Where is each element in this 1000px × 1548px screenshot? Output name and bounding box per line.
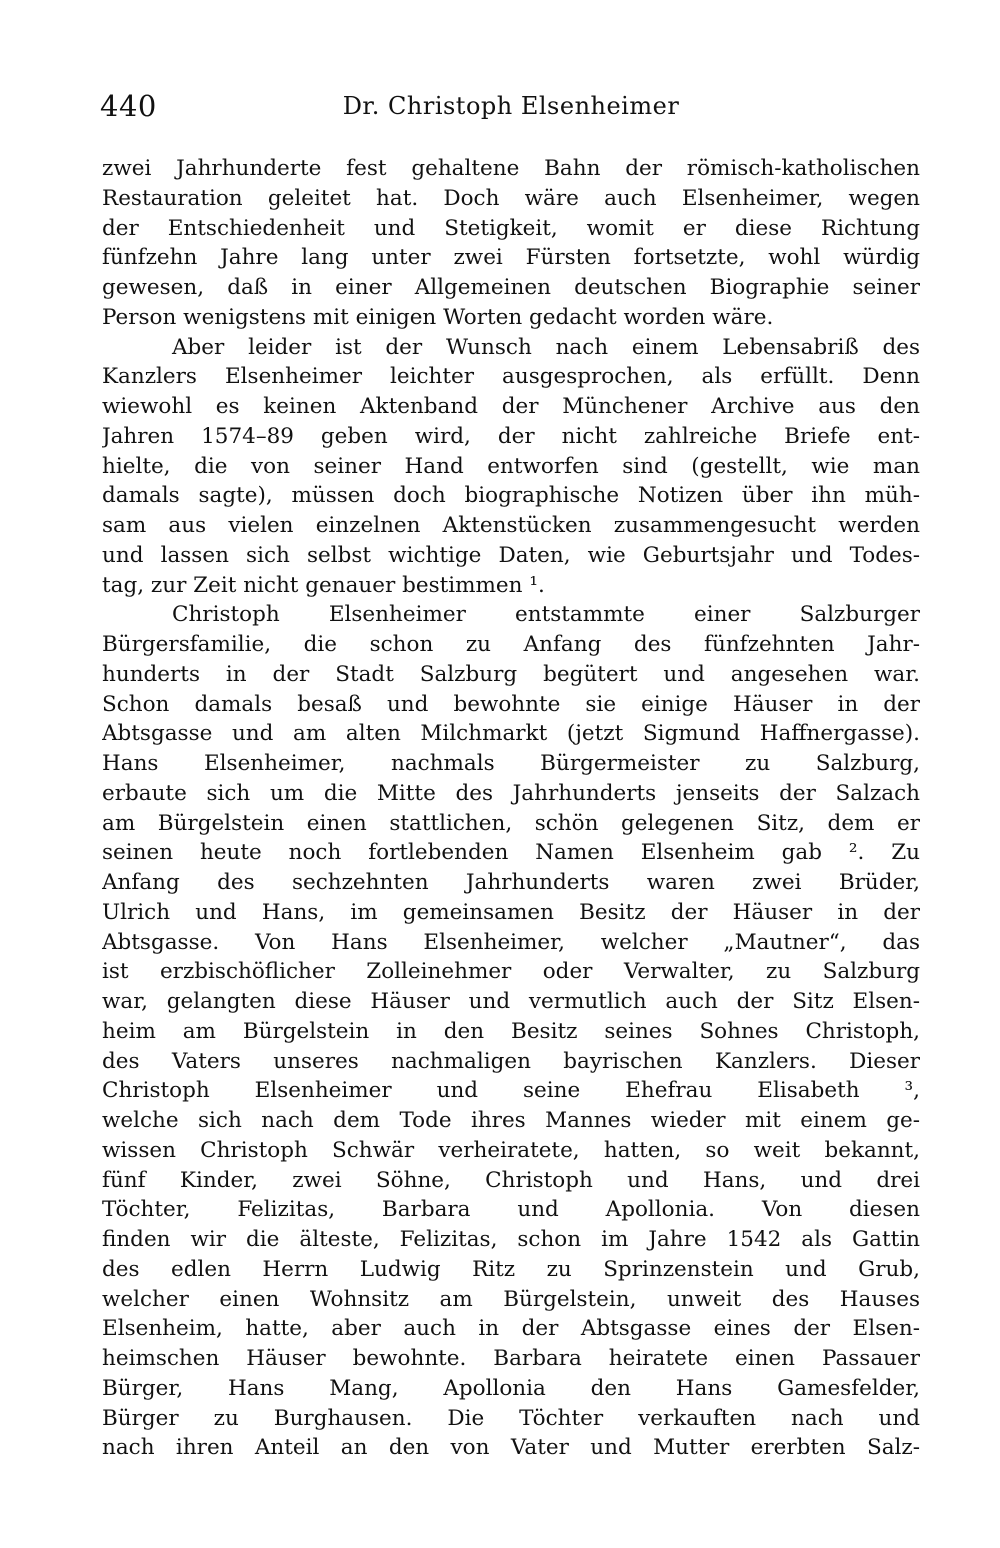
- text-line: zwei Jahrhunderte fest gehaltene Bahn der römisch-katholischen: [102, 156, 920, 181]
- text-line: welcher einen Wohnsitz am Bürgelstein, unweit des Hauses: [102, 1286, 920, 1312]
- text-line: damals sagte), müssen doch biographische Notizen über ihn müh-: [102, 483, 920, 509]
- text-line: Jahren 1574–89 geben wird, der nicht zahlreiche Briefe ent-: [102, 423, 920, 449]
- text-line: Aber leider ist der Wunsch nach einem Lebensabriß des: [172, 334, 920, 360]
- text-line: des edlen Herrn Ludwig Ritz zu Sprinzenstein und Grub,: [102, 1256, 920, 1282]
- text-line: Elsenheim, hatte, aber auch in der Abtsgasse eines der Elsen-: [102, 1316, 920, 1342]
- text-line: war, gelangten diese Häuser und vermutlich auch der Sitz Elsen-: [102, 989, 920, 1014]
- text-line: des Vaters unseres nachmaligen bayrischen Kanzlers. Dieser: [102, 1048, 920, 1074]
- text-line: Person wenigstens mit einigen Worten gedacht worden wäre.: [102, 304, 774, 330]
- text-line: Restauration geleitet hat. Doch wäre auch Elsenheimer, wegen: [102, 185, 920, 211]
- text-line: wissen Christoph Schwär verheiratete, hatten, so weit bekannt,: [102, 1137, 920, 1163]
- text-line: hielte, die von seiner Hand entworfen sind (gestellt, wie man: [102, 453, 920, 479]
- page-number: 440: [100, 89, 157, 123]
- text-line: und lassen sich selbst wichtige Daten, wie Geburtsjahr und Todes-: [102, 542, 920, 568]
- body-text: [102, 154, 920, 1463]
- text-line: sam aus vielen einzelnen Aktenstücken zusammengesucht werden: [102, 513, 920, 538]
- text-line: Christoph Elsenheimer entstammte einer Salzburger: [172, 602, 920, 628]
- text-line: Anfang des sechzehnten Jahrhunderts waren zwei Brüder,: [102, 870, 920, 895]
- text-line: fünfzehn Jahre lang unter zwei Fürsten fortsetzte, wohl würdig: [102, 245, 920, 271]
- text-line: gewesen, daß in einer Allgemeinen deutschen Biographie seiner: [102, 275, 920, 300]
- text-line: nach ihren Anteil an den von Vater und Mutter ererbten Salz-: [102, 1435, 920, 1461]
- text-line: Abtsgasse. Von Hans Elsenheimer, welcher „Mautner“, das: [102, 929, 920, 955]
- text-line: finden wir die älteste, Felizitas, schon im Jahre 1542 als Gattin: [102, 1227, 920, 1252]
- text-line: hunderts in der Stadt Salzburg begütert und angesehen war.: [102, 661, 920, 687]
- text-line: Kanzlers Elsenheimer leichter ausgesprochen, als erfüllt. Denn: [102, 364, 920, 390]
- text-line: Schon damals besaß und bewohnte sie einige Häuser in der: [102, 691, 920, 717]
- text-line: Christoph Elsenheimer und seine Ehefrau Elisabeth ³,: [102, 1078, 920, 1104]
- text-line: wiewohl es keinen Aktenband der Münchener Archive aus den: [102, 394, 920, 419]
- text-line: tag, zur Zeit nicht genauer bestimmen ¹.: [102, 572, 545, 598]
- text-line: am Bürgelstein einen stattlichen, schön gelegenen Sitz, dem er: [102, 810, 920, 836]
- text-line: Töchter, Felizitas, Barbara und Apollonia. Von diesen: [102, 1197, 920, 1223]
- text-line: Bürger zu Burghausen. Die Töchter verkauften nach und: [102, 1405, 920, 1431]
- text-line: welche sich nach dem Tode ihres Mannes wieder mit einem ge-: [102, 1108, 920, 1133]
- text-line: ist erzbischöflicher Zolleinehmer oder Verwalter, zu Salzburg: [102, 959, 920, 985]
- text-line: der Entschiedenheit und Stetigkeit, womit er diese Richtung: [102, 215, 920, 241]
- text-line: erbaute sich um die Mitte des Jahrhunderts jenseits der Salzach: [102, 780, 920, 806]
- text-line: Bürgersfamilie, die schon zu Anfang des fünfzehnten Jahr-: [102, 632, 920, 657]
- text-line: seinen heute noch fortlebenden Namen Elsenheim gab ². Zu: [102, 840, 920, 866]
- text-line: Abtsgasse und am alten Milchmarkt (jetzt Sigmund Haffnergasse).: [102, 721, 920, 747]
- text-line: Hans Elsenheimer, nachmals Bürgermeister zu Salzburg,: [102, 751, 920, 776]
- running-title: Dr. Christoph Elsenheimer: [342, 92, 680, 120]
- text-line: Bürger, Hans Mang, Apollonia den Hans Gamesfelder,: [102, 1375, 920, 1401]
- text-line: heimschen Häuser bewohnte. Barbara heiratete einen Passauer: [102, 1346, 920, 1371]
- page-header: [100, 86, 922, 126]
- text-line: fünf Kinder, zwei Söhne, Christoph und Hans, und drei: [102, 1167, 920, 1193]
- text-line: Ulrich und Hans, im gemeinsamen Besitz der Häuser in der: [102, 899, 920, 925]
- text-line: heim am Bürgelstein in den Besitz seines Sohnes Christoph,: [102, 1018, 920, 1044]
